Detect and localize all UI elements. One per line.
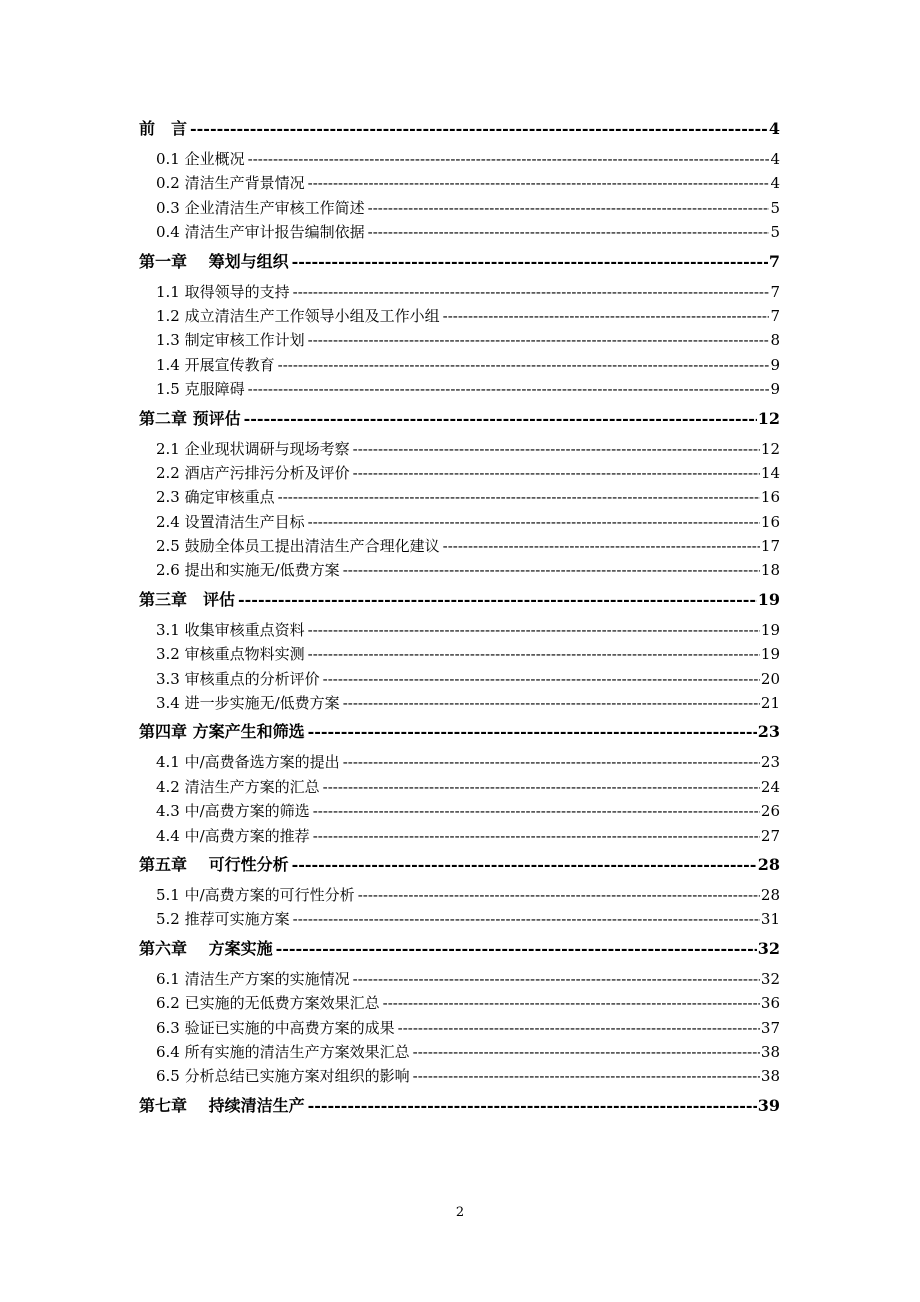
- toc-section-entry[interactable]: [139, 304, 780, 328]
- toc-entry-page: 32: [757, 938, 780, 958]
- dot-leader: [308, 717, 757, 747]
- toc-section-entry[interactable]: [139, 907, 780, 931]
- toc-entry-page: 28: [757, 854, 780, 874]
- toc-entry-title: 2.5 鼓励全体员工提出清洁生产合理化建议: [156, 537, 440, 556]
- toc-entry-page: 20: [760, 669, 780, 688]
- dot-leader: [238, 585, 757, 615]
- toc-section-entry[interactable]: [139, 171, 780, 195]
- toc-entry-page: 9: [770, 355, 780, 374]
- toc-entry-title: 2.2 酒店产污排污分析及评价: [156, 463, 350, 482]
- toc-section-entry[interactable]: [139, 558, 780, 582]
- toc-section-entry[interactable]: [139, 534, 780, 558]
- toc-entry-page: 5: [770, 198, 780, 217]
- toc-chapter-entry[interactable]: [139, 404, 780, 437]
- toc-entry-title: 3.3 审核重点的分析评价: [156, 669, 320, 688]
- dot-leader: [383, 991, 760, 1015]
- toc-section-entry[interactable]: [139, 280, 780, 304]
- toc-entry-page: 23: [760, 753, 780, 772]
- toc-entry-title: 6.1 清洁生产方案的实施情况: [156, 969, 350, 988]
- toc-entry-page: 4: [770, 150, 780, 168]
- toc-entry-title: 1.5 克服障碍: [156, 380, 245, 399]
- toc-entry-title: 0.3 企业清洁生产审核工作简述: [156, 198, 365, 217]
- toc-entry-title: 1.1 取得领导的支持: [156, 282, 290, 301]
- dot-leader: [353, 437, 760, 461]
- toc-entry-title: 第四章 方案产生和筛选: [139, 722, 305, 742]
- toc-entry-title: 4.3 中/高费方案的筛选: [156, 802, 310, 821]
- dot-leader: [343, 750, 760, 774]
- toc-entry-page: 16: [760, 488, 780, 507]
- dot-leader: [353, 461, 760, 485]
- toc-entry-page: 16: [760, 512, 780, 531]
- toc-section-entry[interactable]: [139, 967, 780, 991]
- dot-leader: [413, 1064, 760, 1088]
- toc-entry-page: 7: [770, 306, 780, 325]
- toc-chapter-entry[interactable]: [139, 934, 780, 967]
- toc-section-entry[interactable]: [139, 824, 780, 848]
- dot-leader: [190, 114, 768, 144]
- toc-entry-title: 4.1 中/高费备选方案的提出: [156, 753, 340, 772]
- toc-chapter-entry[interactable]: [139, 585, 780, 618]
- toc-entry-page: 12: [760, 439, 780, 458]
- dot-leader: [308, 642, 760, 666]
- toc-chapter-entry[interactable]: [139, 850, 780, 883]
- toc-entry-page: 7: [770, 282, 780, 301]
- dot-leader: [443, 304, 770, 328]
- toc-entry-title: 第七章 持续清洁生产: [139, 1095, 305, 1115]
- toc-entry-page: 31: [760, 910, 780, 929]
- toc-entry-title: 3.4 进一步实施无/低费方案: [156, 694, 340, 713]
- toc-entry-title: 5.2 推荐可实施方案: [156, 910, 290, 929]
- toc-section-entry[interactable]: [139, 437, 780, 461]
- toc-entry-page: 19: [760, 645, 780, 664]
- toc-entry-page: 32: [760, 969, 780, 988]
- toc-entry-title: 2.3 确定审核重点: [156, 488, 275, 507]
- dot-leader: [278, 485, 760, 509]
- toc-entry-title: 第三章 评估: [139, 589, 236, 609]
- dot-leader: [308, 328, 770, 352]
- toc-entry-page: 14: [760, 463, 780, 482]
- toc-section-entry[interactable]: [139, 883, 780, 907]
- dot-leader: [248, 147, 770, 171]
- toc-entry-title: 0.2 清洁生产背景情况: [156, 174, 305, 193]
- toc-entry-page: 9: [770, 380, 780, 399]
- toc-entry-page: 21: [760, 694, 780, 713]
- toc-entry-page: 5: [770, 223, 780, 242]
- dot-leader: [278, 353, 770, 377]
- dot-leader: [398, 1016, 760, 1040]
- toc-section-entry[interactable]: [139, 1064, 780, 1088]
- toc-entry-page: 36: [760, 994, 780, 1013]
- toc-entry-title: 5.1 中/高费方案的可行性分析: [156, 885, 355, 904]
- dot-leader: [248, 377, 770, 401]
- toc-section-entry[interactable]: [139, 667, 780, 691]
- toc-entry-title: 0.4 清洁生产审计报告编制依据: [156, 223, 365, 242]
- dot-leader: [308, 510, 760, 534]
- toc-section-entry[interactable]: [139, 353, 780, 377]
- toc-entry-title: 6.4 所有实施的清洁生产方案效果汇总: [156, 1042, 410, 1061]
- toc-entry-page: 38: [760, 1067, 780, 1086]
- toc-entry-title: 2.4 设置清洁生产目标: [156, 512, 305, 531]
- toc-section-entry[interactable]: [139, 991, 780, 1015]
- dot-leader: [308, 618, 760, 642]
- page-number: 2: [455, 1205, 465, 1220]
- toc-entry-title: 6.2 已实施的无低费方案效果汇总: [156, 994, 380, 1013]
- toc-entry-page: 12: [757, 408, 780, 428]
- dot-leader: [353, 967, 760, 991]
- toc-entry-page: 4: [768, 119, 780, 138]
- table-of-contents: [139, 112, 780, 1124]
- dot-leader: [323, 775, 760, 799]
- toc-entry-page: 27: [760, 826, 780, 845]
- toc-chapter-entry[interactable]: [139, 717, 780, 750]
- toc-entry-page: 37: [760, 1018, 780, 1037]
- toc-section-entry[interactable]: [139, 618, 780, 642]
- toc-section-entry[interactable]: [139, 775, 780, 799]
- dot-leader: [313, 799, 760, 823]
- dot-leader: [313, 824, 760, 848]
- toc-entry-title: 2.6 提出和实施无/低费方案: [156, 561, 340, 580]
- toc-entry-page: 23: [757, 722, 780, 742]
- dot-leader: [292, 850, 757, 880]
- toc-section-entry[interactable]: [139, 220, 780, 244]
- toc-entry-page: 4: [770, 174, 780, 193]
- toc-section-entry[interactable]: [139, 1016, 780, 1040]
- toc-section-entry[interactable]: [139, 196, 780, 220]
- toc-entry-page: 8: [770, 331, 780, 350]
- toc-entry-page: 19: [760, 620, 780, 639]
- toc-entry-title: 前 言: [139, 119, 188, 138]
- toc-entry-title: 0.1 企业概况: [156, 150, 245, 168]
- dot-leader: [343, 691, 760, 715]
- dot-leader: [368, 220, 770, 244]
- toc-entry-title: 第二章 预评估: [139, 408, 241, 428]
- dot-leader: [308, 1091, 757, 1121]
- toc-entry-title: 4.4 中/高费方案的推荐: [156, 826, 310, 845]
- toc-entry-page: 18: [760, 561, 780, 580]
- toc-entry-title: 2.1 企业现状调研与现场考察: [156, 439, 350, 458]
- toc-section-entry[interactable]: [139, 799, 780, 823]
- toc-entry-title: 6.3 验证已实施的中高费方案的成果: [156, 1018, 395, 1037]
- toc-section-entry[interactable]: [139, 147, 780, 171]
- dot-leader: [443, 534, 760, 558]
- toc-entry-title: 4.2 清洁生产方案的汇总: [156, 777, 320, 796]
- toc-section-entry[interactable]: [139, 1040, 780, 1064]
- dot-leader: [293, 907, 760, 931]
- toc-entry-title: 第五章 可行性分析: [139, 854, 289, 874]
- toc-entry-page: 38: [760, 1042, 780, 1061]
- toc-chapter-entry[interactable]: [139, 247, 780, 280]
- dot-leader: [276, 934, 757, 964]
- dot-leader: [323, 667, 760, 691]
- toc-section-entry[interactable]: [139, 485, 780, 509]
- toc-section-entry[interactable]: [139, 328, 780, 352]
- toc-entry-title: 3.1 收集审核重点资料: [156, 620, 305, 639]
- toc-section-entry[interactable]: [139, 510, 780, 534]
- toc-chapter-entry[interactable]: [139, 114, 780, 147]
- toc-entry-title: 第六章 方案实施: [139, 938, 273, 958]
- toc-entry-title: 1.3 制定审核工作计划: [156, 331, 305, 350]
- toc-section-entry[interactable]: [139, 377, 780, 401]
- toc-entry-page: 17: [760, 537, 780, 556]
- toc-section-entry[interactable]: [139, 750, 780, 774]
- toc-entry-page: 19: [757, 589, 780, 609]
- toc-chapter-entry[interactable]: [139, 1091, 780, 1124]
- toc-entry-page: 28: [760, 885, 780, 904]
- toc-section-entry[interactable]: [139, 642, 780, 666]
- toc-entry-page: 39: [757, 1095, 780, 1115]
- dot-leader: [293, 280, 770, 304]
- dot-leader: [413, 1040, 760, 1064]
- toc-entry-page: 26: [760, 802, 780, 821]
- toc-entry-title: 第一章 筹划与组织: [139, 251, 289, 271]
- toc-section-entry[interactable]: [139, 691, 780, 715]
- dot-leader: [368, 196, 770, 220]
- dot-leader: [244, 404, 757, 434]
- toc-entry-title: 6.5 分析总结已实施方案对组织的影响: [156, 1067, 410, 1086]
- dot-leader: [358, 883, 760, 907]
- toc-entry-title: 1.4 开展宣传教育: [156, 355, 275, 374]
- toc-entry-title: 1.2 成立清洁生产工作领导小组及工作小组: [156, 306, 440, 325]
- toc-section-entry[interactable]: [139, 461, 780, 485]
- dot-leader: [343, 558, 760, 582]
- dot-leader: [308, 171, 770, 195]
- toc-entry-page: 24: [760, 777, 780, 796]
- toc-entry-title: 3.2 审核重点物料实测: [156, 645, 305, 664]
- toc-entry-page: 7: [768, 251, 780, 271]
- dot-leader: [292, 247, 768, 277]
